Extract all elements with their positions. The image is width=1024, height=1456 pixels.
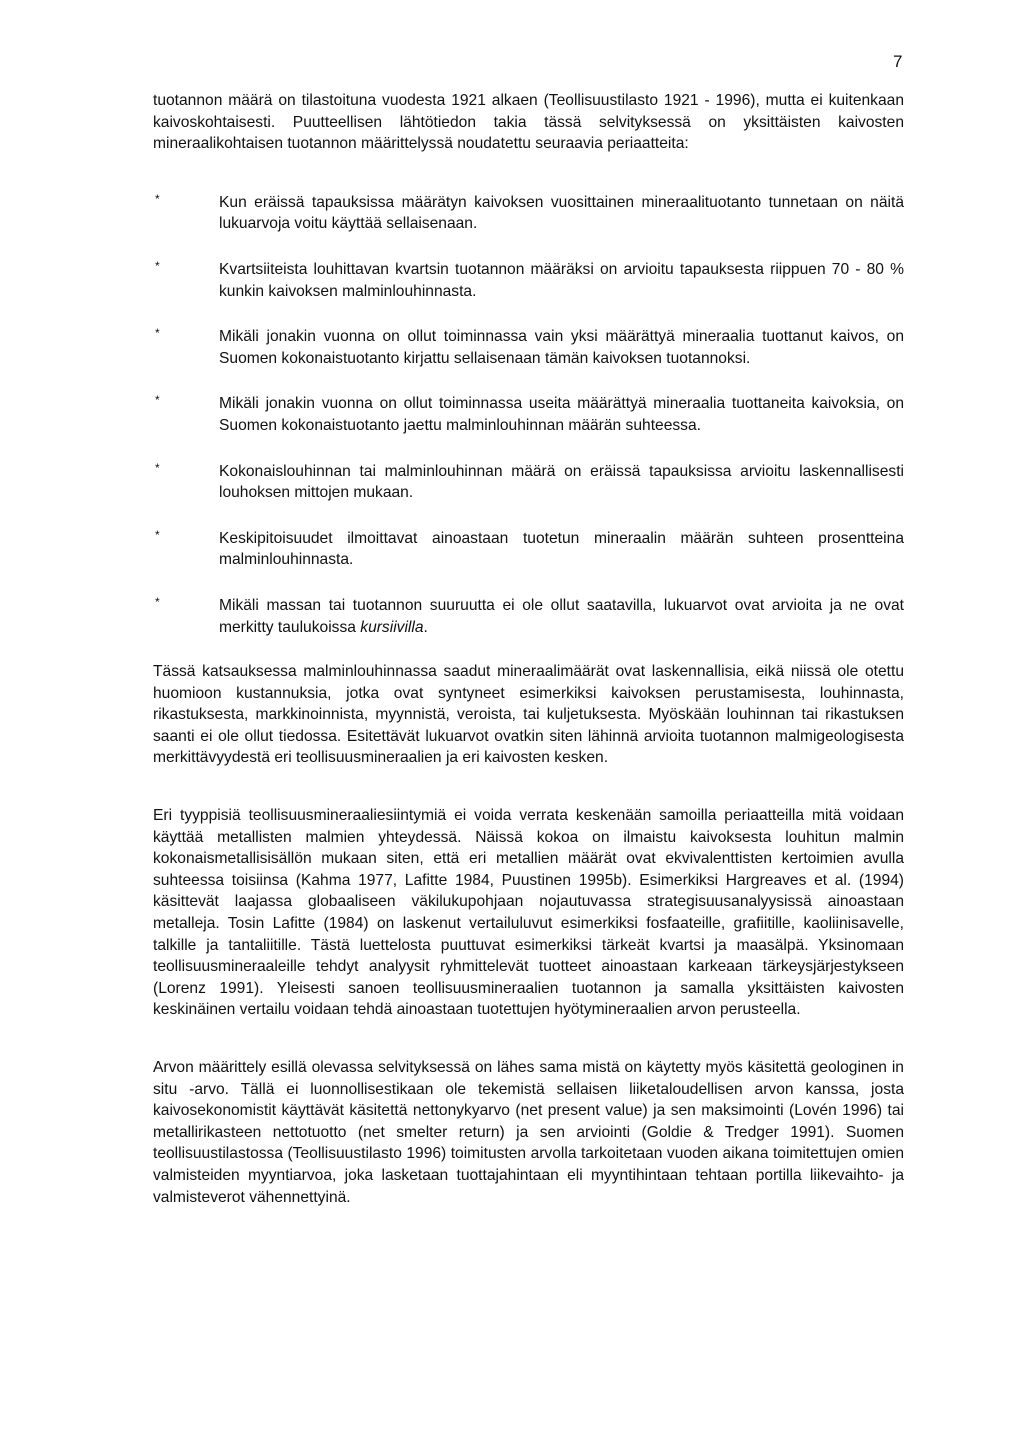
list-item-text: Kvartsiiteista louhittavan kvartsin tuotannon määräksi on arvioitu tapauksesta riippuen 70 - 80 % kunkin kaivoksen malminlouhinnasta. — [219, 260, 904, 300]
bullet-marker: * — [155, 393, 160, 408]
bullet-marker: * — [155, 326, 160, 341]
bullet-marker: * — [155, 258, 160, 273]
list-item-text: Kun eräissä tapauksissa määrätyn kaivoksen vuosittainen mineraalituotanto tunnetaan on näitä lukuarvoja voitu käyttää sellaisenaan. — [219, 193, 904, 233]
list-item-text: Kokonaislouhinnan tai malminlouhinnan määrä on eräissä tapauksissa arvioitu laskennallisesti louhoksen mittojen mukaan. — [219, 462, 904, 502]
list-item — [153, 393, 904, 436]
bullet-marker: * — [155, 527, 160, 542]
list-item — [153, 461, 904, 504]
page-number: 7 — [893, 52, 903, 71]
paragraph-value-definition: Arvon määrittely esillä olevassa selvityksessä on lähes sama mistä on käytetty myös käsitettä geologinen in situ -arvo. Tällä ei luonnollisestikaan ole tekemistä sellaisen liiketaloudellisen arvon kanssa, josta kaivosekonomistit käyttävät käsitettä nettonykyarvo (net present value) ja sen maksimointi (Lovén 1996) tai metallirikasteen nettotuotto (net smelter return) ja sen arviointi (Goldie & Tredger 1991). Suomen teollisuustilastossa (Teollisuustilasto 1996) toimitusten arvolla tarkoitetaan vuoden aikana toimitettujen omien valmisteiden myyntiarvoa, joka lasketaan tuottajahintaan eli myyntihintaan tehtaan portilla liikevaihto- ja valmisteverot vähennettyinä. — [153, 1059, 904, 1206]
list-item — [153, 528, 904, 571]
intro-paragraph: tuotannon määrä on tilastoituna vuodesta 1921 alkaen (Teollisuustilasto 1921 - 1996), mutta ei kuitenkaan kaivoskohtaisesti. Puutteellisen lähtötiedon takia tässä selvityksessä on yksittäisten kaivosten mineraalikohtaisen tuotannon määrittelyssä noudatettu seuraavia periaatteita: — [153, 92, 904, 153]
bullet-marker: * — [155, 191, 160, 206]
bullet-marker: * — [155, 594, 160, 609]
paragraph-calculated-amounts: Tässä katsauksessa malminlouhinnassa saadut mineraalimäärät ovat laskennallisia, eikä niissä ole otettu huomioon kustannuksia, jotka ovat syntyneet esimerkiksi kaivoksen perustamisesta, louhinnasta, rikastuksesta, markkinoinnista, myynnistä, veroista, tai kuljetuksesta. Myöskään louhinnan tai rikastuksen saanti ei ole ollut tiedossa. Esitettävät lukuarvot ovatkin siten lähinnä arvioita tuotannon malmigeologisesta merkittävyydestä eri teollisuusmineraalien ja eri kaivosten kesken. — [153, 663, 904, 767]
list-item-text-end: . — [423, 618, 428, 636]
paragraph-comparison: Eri tyyppisiä teollisuusmineraaliesiintymiä ei voida verrata keskenään samoilla periaatteilla mitä voidaan käyttää metallisten malmien yhteydessä. Näissä kokoa on ilmaistu kaivoksesta louhitun malmin kokonaismetallisisällön mukaan siten, että eri metallien määrät ovat ekvivalenttisten kertoimien avulla suhteessa toisiinsa (Kahma 1977, Lafitte 1984, Puustinen 1995b). Esimerkiksi Hargreaves et al. (1994) käsittevät laajassa globaaliseen väkilukupohjaan nojautuvassa strategisuusanalyysissä ainoastaan metalleja. Tosin Lafitte (1984) on laskenut vertailuluvut esimerkiksi fosfaateille, grafiitille, kaoliinisavelle, talkille ja tantaliitille. Tästä luettelosta puuttuvat esimerkiksi tärkeät kvartsi ja maasälpä. Yksinomaan teollisuusmineraaleille tehdyt analyysit ryhmittelevät tuotteet ainoastaan karkeaan tärkeysjärjestykseen (Lorenz 1991). Yleisesti sanoen teollisuusmineraalien tuotannon ja samalla yksittäisten kaivosten keskinäinen vertailu voidaan tehdä ainoastaan tuotettujen hyötymineraalien arvon perusteella. — [153, 807, 904, 1019]
list-item-text: Mikäli jonakin vuonna on ollut toiminnassa useita määrättyä mineraalia tuottaneita kaivoksia, on Suomen kokonaistuotanto jaettu malminlouhinnan määrän suhteessa. — [219, 395, 904, 434]
list-item — [153, 326, 904, 369]
list-item — [153, 192, 904, 235]
italic-word: kursiivilla — [360, 618, 424, 636]
list-item-text: Mikäli jonakin vuonna on ollut toiminnassa vain yksi määrättyä mineraalia tuottanut kaivos, on Suomen kokonaistuotanto kirjattu sellaisenaan tämän kaivoksen tuotannoksi. — [219, 328, 904, 367]
list-item — [153, 259, 904, 302]
bullet-marker: * — [155, 460, 160, 475]
list-item — [153, 595, 904, 638]
list-item-text: Keskipitoisuudet ilmoittavat ainoastaan tuotetun mineraalin määrän suhteen prosentteina malminlouhinnasta. — [219, 529, 904, 569]
principles-list — [153, 192, 904, 638]
list-item-text: Mikäli massan tai tuotannon suuruutta ei ole ollut saatavilla, lukuarvot ovat arvioita ja ne ovat merkitty taulukoissa — [219, 596, 904, 636]
document-body — [153, 90, 904, 1244]
